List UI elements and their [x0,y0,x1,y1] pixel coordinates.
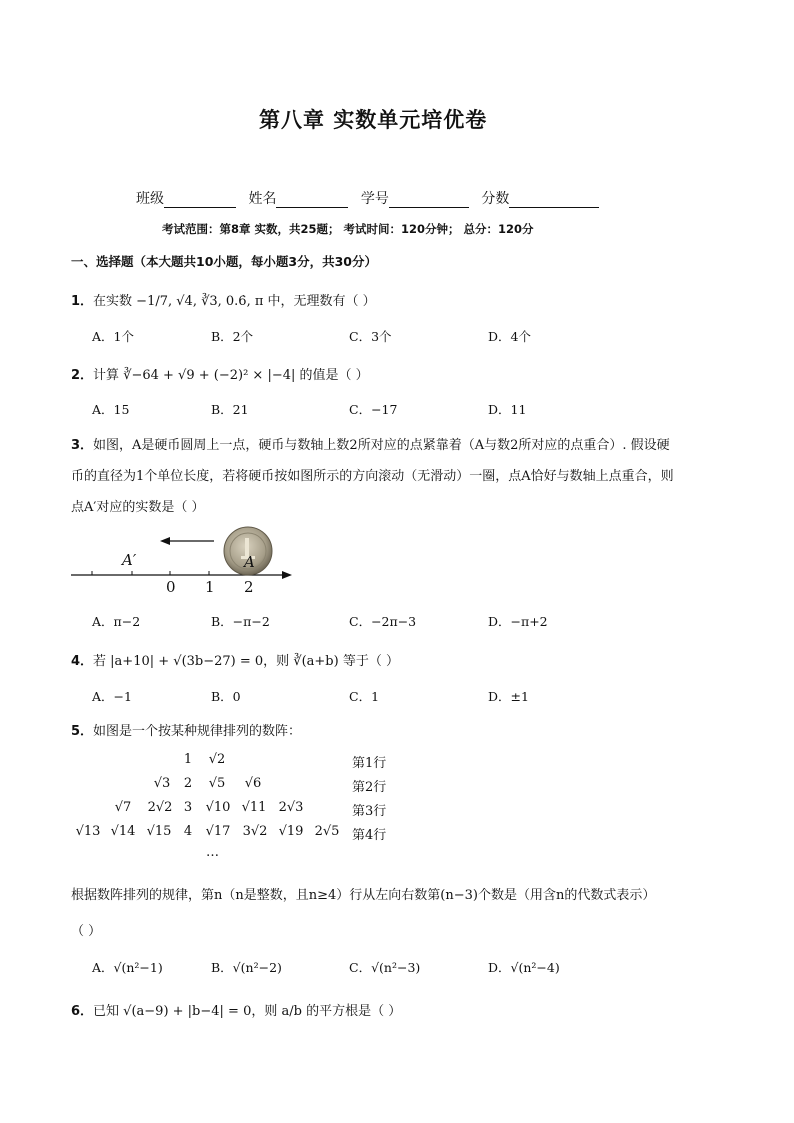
row-label-4: 第4行 [352,828,387,843]
option-a: A．15 [92,402,130,417]
row-label-1: 第1行 [352,756,387,771]
question-5-bracket: （ ） [71,924,102,939]
student-info-line [136,188,607,208]
option-d: D．±1 [488,689,529,704]
row-label-3: 第3行 [352,804,387,819]
option-d: D．−π+2 [488,614,548,629]
array-cell: 1 [183,752,193,767]
name-blank [276,193,348,208]
question-text: 在实数 −1/7, √4, ∛3, 0.6̇, π 中，无理数有（ ） [93,294,376,309]
array-cell: 3√2 [242,824,268,839]
option-b: B．21 [211,402,249,417]
rolling-direction-arrow [160,537,214,545]
option-c: C．1 [349,689,380,704]
option-a: A．π−2 [92,614,141,629]
class-blank [164,193,236,208]
array-cell: √2 [208,752,226,767]
array-cell: √19 [278,824,304,839]
question-text: 若 |a+10| + √(3b−27) = 0，则 ∛(a+b) 等于（ ） [93,654,399,669]
question-number: 6． [71,1004,94,1019]
option-b: B．2个 [211,329,254,344]
option-c: C．−2π−3 [349,614,417,629]
question-5-text-2: 根据数阵排列的规律，第n（n是整数，且n≥4）行从左向右数第(n−3)个数是（用含n的代数式表示） [71,888,656,903]
a-prime-label: A′ [122,551,137,569]
array-cell: 2√3 [278,800,304,815]
row-label-2: 第2行 [352,780,387,795]
question-4 [71,650,399,669]
id-blank [389,193,469,208]
option-a: A．−1 [92,689,132,704]
section-header: 一、选择题（本大题共10小题，每小题3分，共30分） [71,254,377,269]
a-label: A [244,553,255,571]
array-cell: 2√5 [314,824,340,839]
page-title: 第八章 实数单元培优卷 [259,108,488,132]
class-label: 班级 [136,191,164,207]
question-2 [71,364,369,383]
tick-label-1: 1 [205,578,215,596]
option-c: C．3个 [349,329,392,344]
array-cell: 2 [183,776,193,791]
score-label: 分数 [481,191,510,207]
question-5 [71,720,301,739]
question-text: 如图是一个按某种规律排列的数阵： [93,724,302,739]
tick-label-2: 2 [244,578,254,596]
array-cell: √3 [153,776,171,791]
array-cell: √11 [241,800,267,815]
array-cell: √6 [244,776,262,791]
question-text: 已知 √(a−9) + |b−4| = 0，则 a/b 的平方根是（ ） [93,1004,402,1019]
question-text-line-3: 点A′对应的实数是（ ） [71,500,205,515]
option-d: D．4个 [488,329,531,344]
question-text: 计算 ∛−64 + √9 + (−2)² × |−4| 的值是（ ） [93,368,369,383]
option-c: C．−17 [349,402,398,417]
array-ellipsis: … [206,845,219,860]
option-c: C．√(n²−3) [349,960,421,975]
array-cell: √17 [205,824,231,839]
question-text-line-1: 如图，A是硬币圆周上一点，硬币与数轴上数2所对应的点紧靠着（A与数2所对应的点重合）. 假设硬 [93,438,670,453]
array-cell: √15 [146,824,172,839]
tick-label-0: 0 [166,578,176,596]
option-b: B．−π−2 [211,614,270,629]
question-1 [71,290,376,309]
exam-scope: 考试范围：第8章 实数，共25题； 考试时间：120分钟； 总分：120分 [162,222,534,236]
option-a: A．√(n²−1) [92,960,163,975]
array-cell: √13 [75,824,101,839]
option-b: B．0 [211,689,241,704]
question-6 [71,1000,401,1019]
array-cell: √7 [114,800,132,815]
question-number: 3． [71,438,94,453]
id-label: 学号 [360,191,389,207]
option-a: A．1个 [92,329,134,344]
option-b: B．√(n²−2) [211,960,282,975]
question-number: 4． [71,654,94,669]
array-cell: √10 [205,800,231,815]
number-line-figure [66,520,306,600]
question-3 [71,434,670,453]
option-d: D．11 [488,402,527,417]
array-cell: 2√2 [147,800,173,815]
option-d: D．√(n²−4) [488,960,560,975]
array-cell: √14 [110,824,136,839]
question-number: 5． [71,724,94,739]
score-blank [509,193,599,208]
name-label: 姓名 [248,191,277,207]
array-cell: √5 [208,776,226,791]
array-cell: 3 [183,800,193,815]
array-cell: 4 [183,824,193,839]
question-text-line-2: 币的直径为1个单位长度，若将硬币按如图所示的方向滚动（无滑动）一圈，点A恰好与数轴上点重合，则 [71,469,674,484]
question-number: 2． [71,368,94,383]
question-number: 1． [71,294,94,309]
